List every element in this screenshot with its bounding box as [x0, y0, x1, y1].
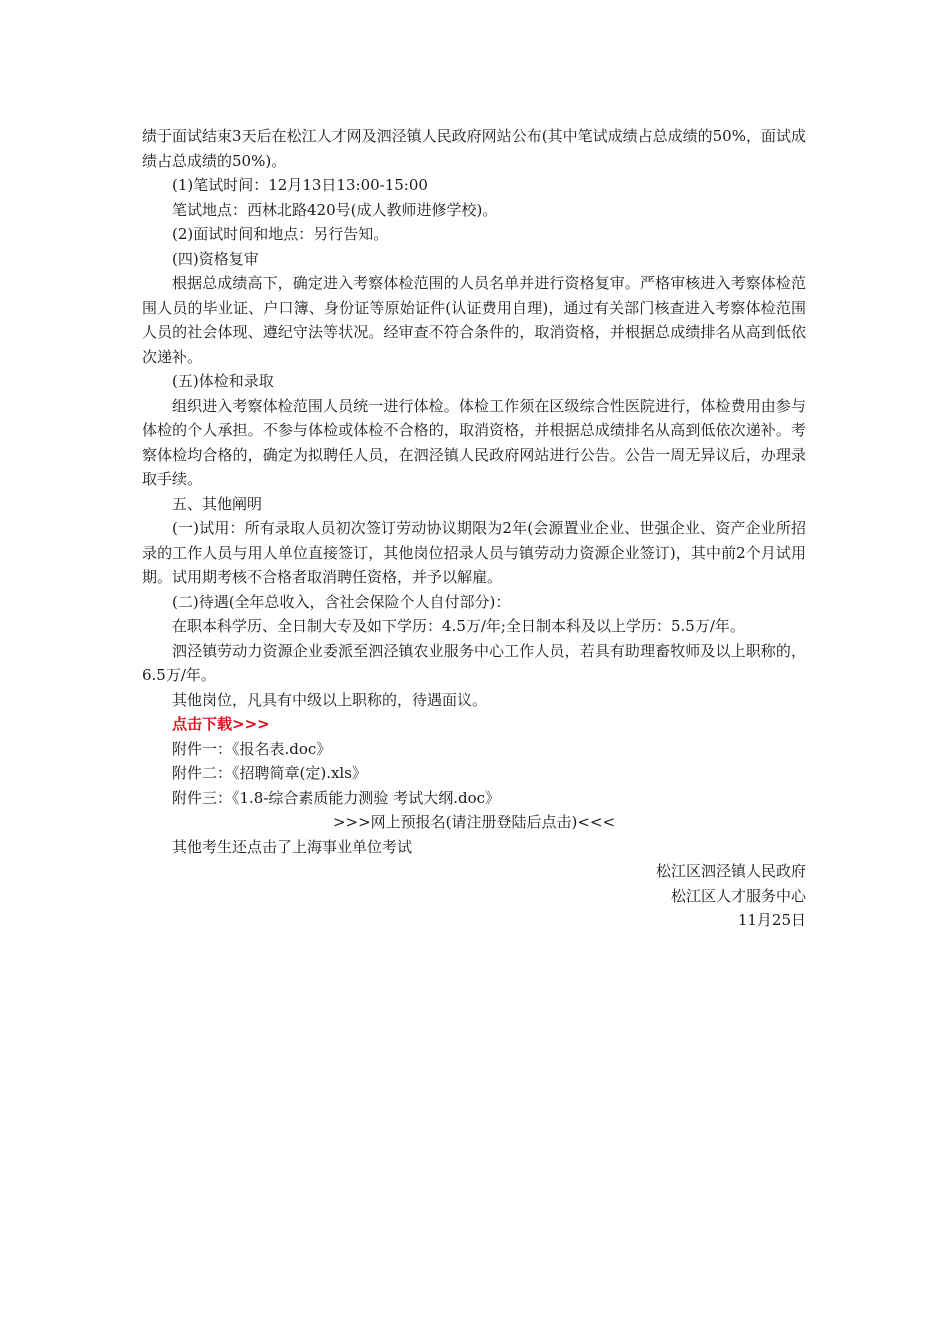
download-link[interactable]: 点击下载>>>	[172, 715, 270, 733]
signature-org-2: 松江区人才服务中心	[670, 886, 806, 905]
download-section	[142, 712, 806, 737]
paragraph-probation: (一)试用：所有录取人员初次签订劳动协议期限为2年(会源置业企业、世强企业、资产企业所招录的工作人员与用人单位直接签订，其他岗位招录人员与镇劳动力资源企业签订)，其中前2个月试用期。试用期考核不合格者取消聘任资格，并予以解雇。	[142, 519, 806, 586]
attachment-2-link[interactable]: 附件二：《招聘简章(定).xls》	[172, 764, 367, 782]
paragraph-salary-education: 在职本科学历、全日制大专及如下学历：4.5万/年;全日制本科及以上学历：5.5万/年。	[172, 617, 745, 635]
signature-date: 11月25日	[737, 911, 806, 929]
related-exam-link[interactable]: 其他考生还点击了上海事业单位考试	[172, 837, 413, 856]
section-heading-physical-exam: (五)体检和录取	[172, 372, 274, 390]
document-body	[142, 124, 806, 933]
paragraph-interview-time: (2)面试时间和地点：另行告知。	[172, 225, 389, 243]
attachment-1-link[interactable]: 附件一：《报名表.doc》	[172, 739, 332, 758]
paragraph-written-exam-location: 笔试地点：西林北路420号(成人教师进修学校)。	[172, 200, 498, 219]
section-heading-qualification-review: (四)资格复审	[172, 249, 259, 268]
paragraph-salary-other: 其他岗位，凡具有中级以上职称的，待遇面议。	[172, 690, 488, 709]
attachment-3-link[interactable]: 附件三：《1.8-综合素质能力测验 考试大纲.doc》	[172, 788, 500, 807]
signature-org-1: 松江区泗泾镇人民政府	[655, 862, 806, 880]
paragraph-score-publication: 绩于面试结束3天后在松江人才网及泗泾镇人民政府网站公布(其中笔试成绩占总成绩的50%，面试成绩占总成绩的50%)。	[142, 127, 806, 170]
paragraph-physical-exam: 组织进入考察体检范围人员统一进行体检。体检工作须在区级综合性医院进行，体检费用由参与体检的个人承担。不参与体检或体检不合格的，取消资格，并根据总成绩排名从高到低依次递补。考察体检均合格的，确定为拟聘任人员，在泗泾镇人民政府网站进行公告。公告一周无异议后，办理录取手续。	[142, 396, 806, 488]
paragraph-salary-agriculture: 泗泾镇劳动力资源企业委派至泗泾镇农业服务中心工作人员，若具有助理畜牧师及以上职称的，6.5万/年。	[142, 641, 806, 684]
online-registration-link[interactable]: >>>网上预报名(请注册登陆后点击)<<<	[332, 813, 616, 831]
paragraph-written-exam-time: (1)笔试时间：12月13日13:00-15:00	[172, 176, 428, 194]
paragraph-compensation-heading: (二)待遇(全年总收入，含社会保险个人自付部分)：	[172, 592, 511, 611]
section-heading-other-notes: 五、其他阐明	[172, 494, 263, 513]
paragraph-qualification-review: 根据总成绩高下，确定进入考察体检范围的人员名单并进行资格复审。严格审核进入考察体检范围人员的毕业证、户口簿、身份证等原始证件(认证费用自理)，通过有关部门核查进入考察体检范围人员的社会体现、遵纪守法等状况。经审查不符合条件的，取消资格，并根据总成绩排名从高到低依次递补。	[142, 274, 806, 366]
